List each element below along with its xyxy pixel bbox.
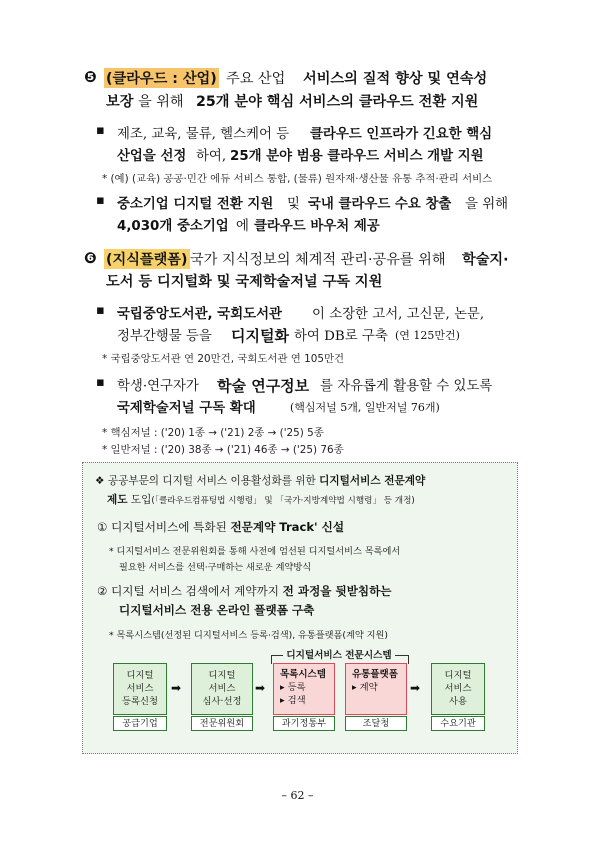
sec6-b2-l1-c: 를 자유롭게 활용할 수 있도록 [320,379,493,394]
flow-step-catalog-system [273,663,335,715]
sec6-b1-l2-b: 디지털화 [231,327,289,345]
box-lead-line2 [107,492,415,507]
actor-demand-agency: 수요기관 [431,716,485,731]
flow-step-supplier [113,663,167,715]
sec5-b2-l2-b: 에 [236,219,249,234]
circled-one: ① [97,520,108,534]
step2-line2: 서비스 [208,683,236,694]
step2-line3: 심사·선정 [202,696,242,707]
sec6-line1-a: 국가 지식정보의 체계적 관리·공유를 위해 [190,252,446,268]
sec6-b1-l1-b: 이 소장한 고서, 고신문, 논문, [312,307,485,322]
sec6-b2-l2-a: 국제학술저널 구독 확대 [117,401,256,416]
flow-step-committee [191,663,253,715]
box-lead2-b: 도입 [127,494,152,506]
step2-line1: 디지털 [208,670,236,681]
sec6-note2: * 핵심저널 : ('20) 1종 → ('21) 2종 → ('25) 5종 [102,427,324,439]
flow-step-demand [431,663,485,715]
sec5-b2-l1-a: 중소기업 디지털 전환 지원 [117,197,274,212]
sec5-line2-b: 을 위해 [138,94,184,110]
arrow-right-icon: ➡ [171,681,182,695]
actor-committee: 전문위원회 [191,716,253,731]
bullet-mark: ▪ [96,375,105,390]
sec5-note1: * (예) (교육) 공공·민간 에듀 서비스 통합, (물류) 원자재·생산물 유통 추적·관리 서비스 [102,173,493,185]
sec5-b1-l2-c: 25개 분야 범용 클라우드 서비스 개발 지원 [230,149,484,164]
bullet-mark: ▪ [96,193,105,208]
sec6-note3: * 일반저널 : ('20) 38종 → ('21) 46종 → ('25) 76종 [102,444,344,456]
box-item2-line1 [97,583,392,599]
sec5-b2-l1-b: 및 [287,197,300,212]
sec6-number: ❻ [84,249,97,267]
box-i1-b: 전문계약 Track' 신설 [230,520,345,534]
box-item2-line2: 디지털서비스 전용 온라인 플랫폼 구축 [119,603,315,617]
actor-msit: 과기정통부 [273,716,335,731]
sec5-b2-l1-c: 국내 클라우드 수요 창출 [308,197,452,212]
sec6-b1-l1-a: 국립중앙도서관, 국회도서관 [117,307,282,322]
arrow-right-icon: ➡ [410,681,421,695]
step5-line1: 디지털 [444,670,472,681]
sec5-tag: (클라우드 : 산업) [104,68,219,88]
step5-line3: 사용 [449,696,467,707]
sec5-line2-a: 보장 [106,94,134,110]
sec5-b2-l2-a: 4,030개 중소기업 [117,219,229,234]
digital-service-contract-box [82,462,518,754]
sec5-b2-l1-d: 을 위해 [465,197,509,212]
box-i2-b: 전 과정을 뒷받침하는 [282,584,392,598]
step1-line2: 서비스 [126,683,154,694]
arrow-right-icon: ➡ [255,681,266,695]
catalog-item-register: ▸ 등록 [280,682,306,693]
sec6-b1-l2-a: 정부간행물 등을 [117,329,212,344]
diamond-icon: ❖ [95,475,105,487]
sec6-b1-l2-d: (연 125만건) [395,329,460,342]
circled-two: ② [97,584,108,598]
distribution-platform-title: 유통플랫폼 [352,669,398,680]
box-i2-a: 디지털 서비스 검색에서 계약까지 [107,584,283,598]
box-item1 [97,519,344,535]
box-lead2-c: (「클라우드컴퓨팅법 시행령」 및 「국가·지방계약법 시행령」 등 개정) [151,496,415,506]
sec5-line2-c: 25개 분야 핵심 서비스의 클라우드 전환 지원 [196,94,479,110]
box-lead2-a: 제도 [107,494,128,506]
box-i1-note1: * 디지털서비스 전문위원회를 통해 사전에 엄선된 디지털서비스 목록에서 [109,546,401,557]
actor-pps: 조달청 [345,716,407,731]
box-lead-a: 공공부문의 디지털 서비스 이용활성화를 위한 [104,475,320,487]
sec5-b1-l1-a: 제조, 교육, 물류, 헬스케어 등 [117,127,290,142]
sec6-tag: (지식플랫폼) [104,249,190,269]
sec6-b2-l2-b: (핵심저널 5개, 일반저널 76개) [290,401,440,414]
box-i2-note: * 목록시스템(선정된 디지털서비스 등록·검색), 유통플랫폼(계약 지원) [109,630,389,641]
sec5-number: ❺ [84,68,97,86]
sec5-b2-l2-c: 클라우드 바우처 제공 [254,219,380,234]
sec5-b1-l2-b: 하여, [196,149,227,164]
box-i1-note2: 필요한 서비스를 선택·구매하는 새로운 계약방식 [119,562,312,573]
box-lead-line1 [95,473,425,488]
page-number: – 62 – [281,789,314,802]
bullet-mark: ▪ [96,123,105,138]
sec6-b2-l1-a: 학생·연구자가 [117,379,199,394]
catalog-system-title: 목록시스템 [280,669,326,680]
box-i1-a: 디지털서비스에 특화된 [107,520,231,534]
sec5-line1-b: 서비스의 질적 향상 및 연속성 [303,71,488,87]
sec5-line1-a: 주요 산업 [226,71,286,87]
sec6-line2: 도서 등 디지털화 및 국제학술저널 구독 지원 [106,274,383,290]
sec6-line1-b: 학술지· [462,252,509,268]
sec5-b1-l2-a: 산업을 선정 [117,149,187,164]
distribution-item-contract: ▸ 계약 [352,682,378,693]
bullet-mark: ▪ [96,303,105,318]
sec5-b1-l1-b: 클라우드 인프라가 긴요한 핵심 [310,127,493,142]
step1-line3: 등록신청 [122,696,158,707]
catalog-item-search: ▸ 검색 [280,695,306,706]
sec6-note1: * 국립중앙도서관 연 20만건, 국회도서관 연 105만건 [102,353,345,365]
actor-supplier: 공급기업 [113,716,167,731]
box-lead-b: 디지털서비스 전문계약 [319,475,426,487]
flow-step-distribution-platform [345,663,407,715]
step5-line2: 서비스 [444,683,472,694]
sec6-b2-l1-b: 학술 연구정보 [217,377,310,395]
sec6-b1-l2-c: 하여 DB로 구축 [294,329,388,344]
system-label: 디지털서비스 전문시스템 [283,647,395,661]
step1-line1: 디지털 [126,670,154,681]
